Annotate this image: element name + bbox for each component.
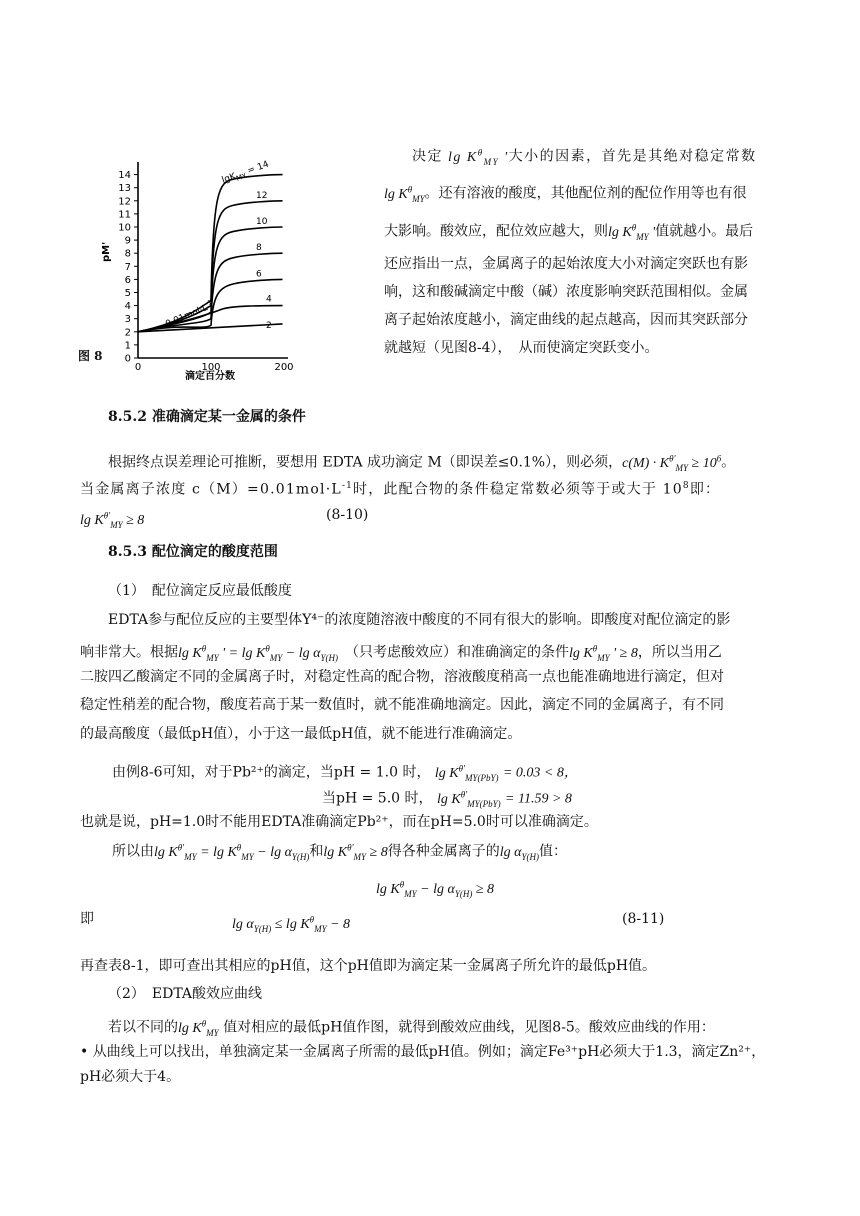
curve-label: 4 [266,294,272,305]
equation-8-11: $\lg \alpha_{Y(H)} \le \lg K^\theta_{MY} - 8$ [232,914,351,934]
right-line-6: 离子起始浓度越小，滴定曲线的起点越高，因而其突跃部分 [384,312,748,329]
y-axis-title: pM' [101,241,112,262]
curve-label: 8 [256,243,262,254]
right-line-7: 就越短（见图8-4）， 从而使滴定突跃变小。 [384,340,659,357]
y-axis-ticks [118,170,138,364]
right-line-5: 响，这和酸碱滴定中酸（碱）浓度影响突跃范围相似。金属 [384,284,748,301]
y-tick-label: 10 [118,222,131,234]
curve-label: 6 [256,269,262,280]
titration-curve-figure [95,150,305,385]
right-line-3: 大影响。酸效应，配位效应越大，则$\lg K^\theta_{MY}$ '值就越小。最后 [384,221,754,242]
subheading-2: （2） EDTA酸效应曲线 [108,986,263,1002]
x-axis-title: 滴定百分数 [185,371,235,382]
top-curve-label: lgK$_{MY}$ = 14 [220,159,271,186]
x-tick-label: 200 [274,362,294,373]
s853-line-3: 二胺四乙酸滴定不同的金属离子时，对稳定性高的配合物，溶液酸度稍高一点也能准确地进行滴定，但对 [80,669,724,685]
y-tick-label: 7 [124,261,131,273]
bullet-item-continued: pH必须大于4。 [80,1069,181,1085]
equation-8-10: $\lg K^{\theta'}_{MY} \ge 8$ [80,510,145,530]
titration-curve [138,253,283,332]
example-line-2: 当pH = 5.0 时， $\lg K^{\theta'}_{MY(PbY)} = 11.59 > 8$ [322,789,572,809]
y-tick-label: 8 [124,248,131,260]
y-tick-label: 2 [124,327,131,339]
y-tick-label: 4 [124,301,131,313]
y-tick-label: 0 [124,353,131,365]
s852-line-2: 当金属离子浓度 $c(M)=0.01mol\cdot L^{-1}$时，此配合物的条件稳定常数必须等于或大于 $10^8$即： [80,481,721,498]
y-tick-label: 14 [118,170,131,182]
example-line-1: 由例8-6可知，对于Pb²⁺的滴定，当pH = 1.0 时， $\lg K^{\theta'}_{MY(PbY)} = 0.03 < 8$， [112,763,578,783]
s853-line-1: EDTA参与配位反应的主要型体Y⁴⁻的浓度随溶液中酸度的不同有很大的影响。即酸度对配位滴定的影 [108,612,731,628]
right-line-1: 决定 $\lg K^\theta_{MY}$ '大小的因素，首先是其绝对稳定常数 [412,147,757,167]
heading-8-5-3: 8.5.3 配位滴定的酸度范围 [108,544,278,560]
curve-label: 2 [266,320,272,331]
x-tick-label: 0 [134,362,142,373]
y-tick-label: 9 [124,235,131,247]
y-tick-label: 6 [124,274,131,286]
figure-caption: 图 8 [78,349,103,363]
curve-label: 10 [256,217,268,227]
right-line-2: $\lg K^\theta_{MY}$。还有溶液的酸度，其他配位剂的配位作用等也有很 [384,184,747,204]
s853-line-8: 再查表8-1，即可查出其相应的pH值，这个pH值即为滴定某一金属离子所允许的最低pH值。 [80,958,657,974]
y-tick-label: 1 [124,340,131,352]
heading-8-5-2: 8.5.2 准确滴定某一金属的条件 [108,409,306,425]
equation-8-11-number: (8-11) [622,911,665,927]
y-tick-label: 12 [118,196,131,208]
s853-line-9: 若以不同的$\lg K^\theta_{MY}$ 值对相应的最低pH值作图，就得到酸效应曲线，见图8-5。酸效应曲线的作用： [108,1018,715,1038]
y-tick-label: 3 [124,314,131,326]
y-tick-label: 11 [118,209,131,221]
s852-line-1: 根据终点误差理论可推断，要想用 EDTA 成功滴定 M（即误差≤0.1%），则必须，$c(M) \cdot K^{\theta'}_{MY} \ge 10^6$。 [108,453,736,473]
y-tick-label: 13 [118,183,131,195]
equation-label: 即 [80,911,94,927]
x-tick-label: 100 [201,362,221,373]
inequality: $\lg K^\theta_{MY} - \lg \alpha_{Y(H)} \ge 8$ [376,879,495,899]
titration-curves [138,175,283,332]
concentration-label: $0.01mol\cdot L^{-1}$ [164,298,213,330]
y-tick-label: 5 [124,288,131,299]
s853-line-2: 响非常大。根据$\lg K^\theta_{MY}$ ' = $\lg K^\theta_{MY} - \lg \alpha_{Y(H)}$ （只考虑酸效应）和准确滴定的条件$\lg K^\theta_{MY}$ ' ≥ 8，所以当用乙 [80,643,722,663]
s853-line-4: 稳定性稍差的配合物，酸度若高于某一数值时，就不能准确地滴定。因此，滴定不同的金属离子，有不同 [80,697,724,713]
s853-line-7: 所以由$\lg K^{\theta'}_{MY} = \lg K^\theta_{MY} - \lg \alpha_{Y(H)}$和$\lg K^{\theta'}_{MY} \ge 8$得各种金属离子的$\lg \alpha_{Y(H)}$值： [112,842,567,862]
s853-line-5: 的最高酸度（最低pH值），小于这一最低pH值，就不能进行准确滴定。 [80,726,522,742]
bullet-item: • 从曲线上可以找出，单独滴定某一金属离子所需的最低pH值。例如；滴定Fe³⁺pH必须大于1.3，滴定Zn²⁺， [80,1044,766,1060]
right-paragraph [384,138,784,362]
equation-8-10-number: (8-10) [326,507,369,523]
curve-label: 12 [256,190,268,201]
subheading-1: （1） 配位滴定反应最低酸度 [108,583,292,599]
s853-line-6: 也就是说，pH=1.0时不能用EDTA准确滴定Pb²⁺，而在pH=5.0时可以准确滴定。 [80,814,598,830]
right-line-4: 还应指出一点，金属离子的起始浓度大小对滴定突跃也有影 [384,256,748,273]
